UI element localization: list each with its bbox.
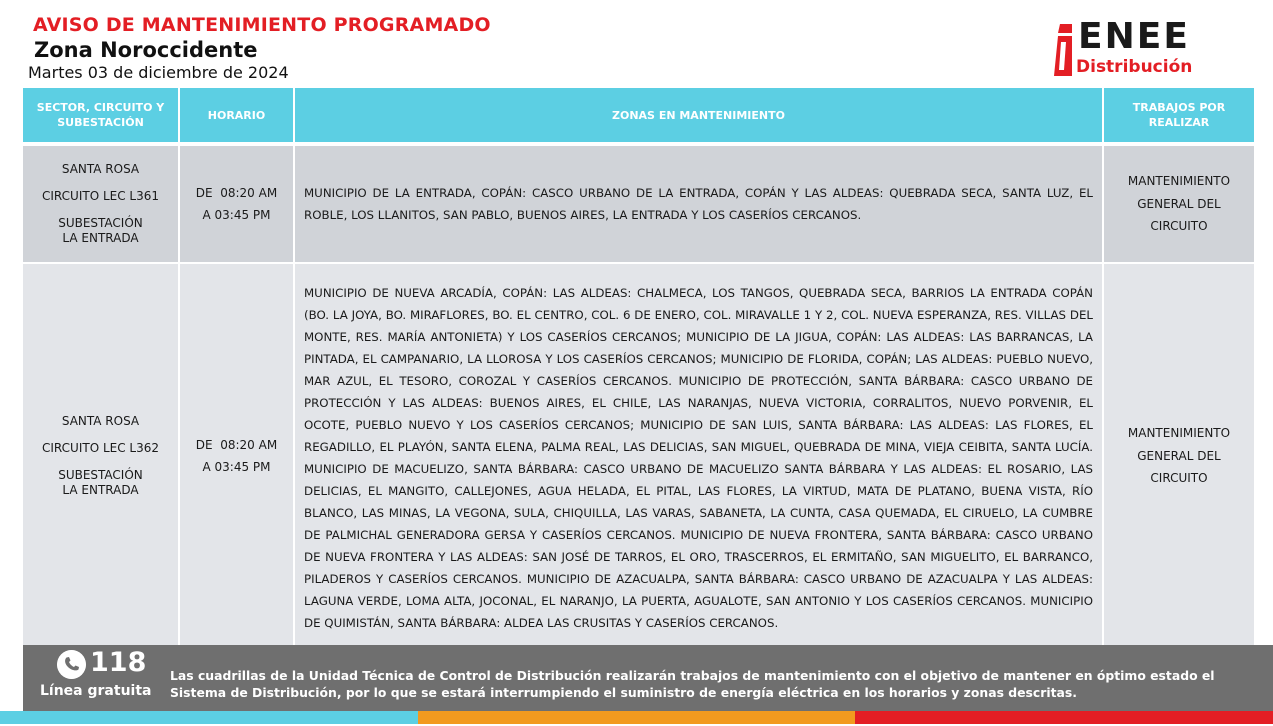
hotline-number: 118 (90, 647, 147, 678)
page-header (0, 0, 1273, 88)
sector-name: SANTA ROSA (61, 414, 140, 428)
sector-cell (23, 146, 180, 264)
notice-title: AVISO DE MANTENIMIENTO PROGRAMADO (33, 14, 491, 36)
zones-cell: MUNICIPIO DE NUEVA ARCADÍA, COPÁN: LAS ALDEAS: CHALMECA, LOS TANGOS, QUEBRADA SECA, BARRIOS LA ENTRADA COPÁN (BO. LA JOYA, BO. MIRAFLORES, BO. EL CENTRO, COL. 6 DE ENERO, COL. MIRAVALLE 1 Y 2, COL. NUEVA ESPERANZA, RES. VILLAS DEL MONTE, RES. MARÍA ANTONIETA) Y LOS CASERÍOS CERCANOS; MUNICIPIO DE LA JIGUA, COPÁN: LAS ALDEAS: LAS BARRANCAS, LA PINTADA, EL CAMPANARIO, LA LLOROSA Y LOS CASERÍOS CERCANOS; MUNICIPIO DE FLORIDA, COPÁN; LAS ALDEAS: PUEBLO NUEVO, MAR AZUL, EL TESORO, COROZAL Y CASERÍOS CERCANOS. MUNICIPIO DE PROTECCIÓN, SANTA BÁRBARA: CASCO URBANO DE PROTECCIÓN Y LAS ALDEAS: BUENOS AIRES, EL CHILE, LAS NARANJAS, NUEVA VICTORIA, CORRALITOS, NUEVO PORVENIR, EL OCOTE, PUEBLO NUEVO Y LOS CASERÍOS CERCANOS; MUNICIPIO DE SAN LUIS, SANTA BÁRBARA: LAS ALDEAS: LAS FLORES, EL REGADILLO, EL PLAYÓN, SANTA ELENA, PALMA REAL, LAS DELICIAS, SAN MIGUEL, QUEBRADA DE MINA, VIEJA CEIBITA, SANTA LUCÍA. MUNICIPIO DE MACUELIZO, SANTA BÁRBARA: CASCO URBANO DE MACUELIZO SANTA BÁRBARA Y LAS ALDEAS: EL ROSARIO, LAS DELICIAS, EL MANGITO, CALLEJONES, AGUA HELADA, EL PITAL, LAS FLORES, LA VIRTUD, MATA DE PLATANO, BUENA VISTA, RÍO BLANCO, LAS MINAS, LA VEGONA, SULA, CHIQUILLA, LAS VARAS, SABANETA, LA CUNTA, CASA QUEMADA, EL CIRUELO, LA CUMBRE DE PALMICHAL GENERADORA GERSA Y CASERÍOS CERCANOS. MUNICIPIO DE NUEVA FRONTERA, SANTA BÁRBARA: CASCO URBANO DE NUEVA FRONTERA Y LAS ALDEAS: SAN JOSÉ DE TARROS, EL ORO, TRASCERROS, EL ERMITAÑO, SAN MIGUELITO, EL BARRANCO, PILADEROS Y CASERÍOS CERCANOS. MUNICIPIO DE AZACUALPA, SANTA BÁRBARA: CASCO URBANO DE AZACUALPA Y LAS ALDEAS: LAGUNA VERDE, LOMA ALTA, JOCONAL, EL NARANJO, LA PUERTA, AGUALOTE, SAN ANTONIO Y LOS CASERÍOS CERCANOS. MUNICIPIO DE QUIMISTÁN, SANTA BÁRBARA: ALDEA LAS CRUSITAS Y CASERÍOS CERCANOS. (295, 264, 1104, 650)
table-header-row (23, 88, 1254, 142)
logo-wordmark: ENEE (1078, 16, 1190, 57)
stripe-orange (418, 711, 855, 724)
header-sector: SECTOR, CIRCUITO Y SUBESTACIÓN (23, 88, 180, 142)
header-horario: HORARIO (180, 88, 295, 142)
hotline-label: Línea gratuita (40, 683, 152, 699)
header-trabajos: TRABAJOS POR REALIZAR (1104, 88, 1254, 142)
schedule-start: DE 08:20 AM (195, 186, 278, 200)
stripe-cyan (0, 711, 418, 724)
table-row (23, 264, 1254, 650)
sector-name: SANTA ROSA (61, 162, 140, 176)
stripe-red (855, 711, 1273, 724)
footer-banner (23, 645, 1273, 711)
maintenance-table (23, 88, 1254, 650)
color-stripe (0, 711, 1273, 726)
logo-subtitle: Distribución (1076, 57, 1193, 77)
schedule-end: A 03:45 PM (202, 208, 271, 222)
schedule-end: A 03:45 PM (202, 460, 271, 474)
schedule-cell (180, 146, 295, 264)
footer-notice: Las cuadrillas de la Unidad Técnica de Control de Distribución realizarán trabajos de mantenimiento con el objetivo de mantener en óptimo estado el Sistema de Distribución, por lo que se estará interrumpiendo el suministro de energía eléctrica en los horarios y zonas descritas. (170, 668, 1215, 700)
schedule-cell (180, 264, 295, 650)
sector-cell (23, 264, 180, 650)
zone-name: Zona Noroccidente (34, 38, 258, 62)
substation-name: SUBESTACIÓN LA ENTRADA (58, 468, 143, 497)
works-cell (1104, 264, 1254, 650)
works-text: MANTENIMIENTO GENERAL DEL CIRCUITO (1127, 426, 1231, 486)
table-row (23, 146, 1254, 264)
phone-icon (57, 650, 86, 679)
circuit-name: CIRCUITO LEC L362 (42, 441, 159, 455)
substation-name: SUBESTACIÓN LA ENTRADA (58, 216, 143, 245)
header-zonas: ZONAS EN MANTENIMIENTO (295, 88, 1104, 142)
zones-cell: MUNICIPIO DE LA ENTRADA, COPÁN: CASCO URBANO DE LA ENTRADA, COPÁN Y LAS ALDEAS: QUEBRADA SECA, SANTA LUZ, EL ROBLE, LOS LLANITOS, SAN PABLO, BUENOS AIRES, LA ENTRADA Y LOS CASERÍOS CERCANOS. (295, 146, 1104, 264)
notice-date: Martes 03 de diciembre de 2024 (28, 63, 289, 82)
works-text: MANTENIMIENTO GENERAL DEL CIRCUITO (1127, 174, 1231, 234)
enee-logo-mark-icon (1054, 24, 1072, 76)
enee-logo (1052, 16, 1242, 80)
circuit-name: CIRCUITO LEC L361 (42, 189, 159, 203)
schedule-start: DE 08:20 AM (195, 438, 278, 452)
works-cell (1104, 146, 1254, 264)
